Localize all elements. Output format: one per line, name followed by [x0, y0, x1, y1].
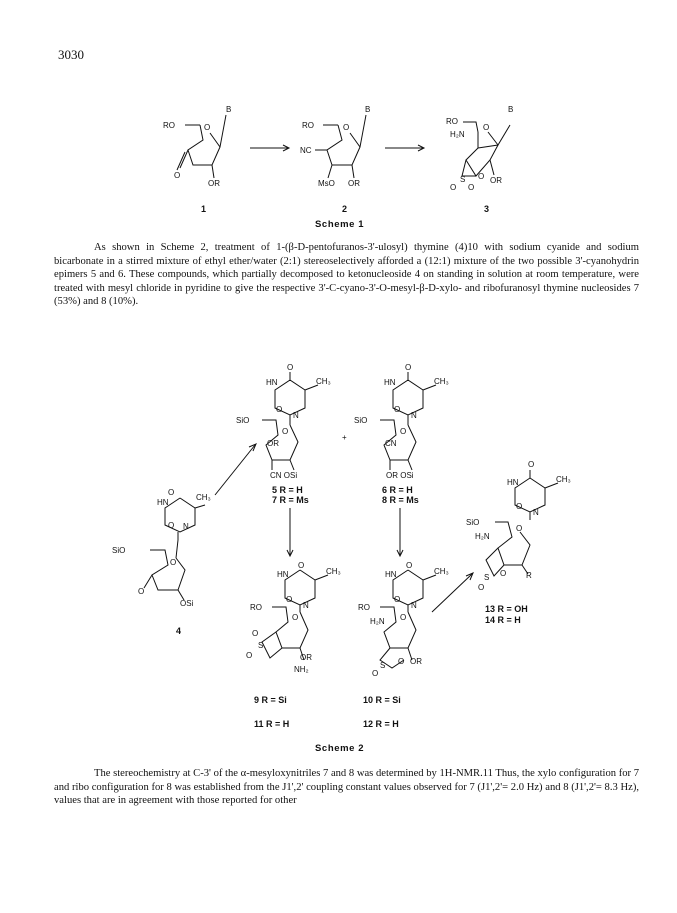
svg-text:S: S [484, 573, 490, 582]
compound-label-2: 2 [342, 204, 348, 214]
structure-2 [315, 115, 366, 178]
svg-text:RO: RO [358, 603, 370, 612]
svg-text:S: S [380, 661, 386, 670]
svg-text:OSi: OSi [180, 599, 194, 608]
svg-text:HN: HN [266, 378, 278, 387]
compound-label-13: 13 R = OH [485, 604, 528, 614]
compound-label-6: 6 R = H [382, 485, 413, 495]
svg-text:O: O [298, 561, 305, 570]
svg-text:O: O [394, 595, 401, 604]
svg-text:N: N [411, 411, 417, 420]
svg-text:RO: RO [163, 121, 175, 130]
svg-text:O: O [398, 657, 405, 666]
svg-text:N: N [303, 601, 309, 610]
compound-label-11: 11 R = H [254, 719, 290, 729]
svg-text:HN: HN [277, 570, 289, 579]
svg-text:CH₃: CH₃ [316, 377, 331, 386]
svg-text:CH₃: CH₃ [196, 493, 211, 502]
svg-text:O: O [400, 427, 407, 436]
svg-text:SiO: SiO [466, 518, 480, 527]
svg-text:O: O [500, 569, 507, 578]
paragraph-1 [54, 241, 639, 309]
svg-text:B: B [365, 105, 371, 114]
svg-text:S: S [258, 641, 264, 650]
svg-text:NH₂: NH₂ [294, 665, 309, 674]
svg-text:O: O [174, 171, 181, 180]
svg-text:+: + [342, 433, 347, 442]
compound-label-5: 5 R = H [272, 485, 303, 495]
svg-text:O: O [287, 363, 294, 372]
svg-text:OR: OR [267, 439, 279, 448]
svg-text:O: O [372, 669, 379, 678]
svg-text:N: N [183, 522, 189, 531]
svg-text:O: O [170, 558, 177, 567]
svg-text:MsO: MsO [318, 179, 335, 188]
svg-text:H₂N: H₂N [450, 130, 465, 139]
svg-text:OR: OR [348, 179, 360, 188]
svg-text:N: N [293, 411, 299, 420]
scheme-1-label: Scheme 1 [315, 219, 365, 230]
page-number: 3030 [58, 47, 84, 62]
svg-text:O: O [246, 651, 253, 660]
svg-text:O: O [528, 460, 535, 469]
compound-label-10: 10 R = Si [363, 695, 401, 705]
svg-text:O: O [394, 405, 401, 414]
svg-text:HN: HN [385, 570, 397, 579]
svg-text:SiO: SiO [354, 416, 368, 425]
svg-text:CN: CN [385, 439, 397, 448]
compound-label-12: 12 R = H [363, 719, 399, 729]
svg-text:CN OSi: CN OSi [270, 471, 298, 480]
svg-text:O: O [286, 595, 293, 604]
svg-text:HN: HN [157, 498, 169, 507]
svg-text:CH₃: CH₃ [326, 567, 341, 576]
svg-text:O: O [406, 561, 413, 570]
svg-text:O: O [483, 123, 490, 132]
paragraph-1-text: As shown in Scheme 2, treatment of 1-(β-D-pentofuranos-3'-ulosyl) thymine (4)10 with sodium cyanide and sodium bicarbonate in a stirred mixture of ethyl ether/water (2:1) stereoselectively afforded a (12:1) mixture of the two possible 3'-cyanohydrin epimers 5 and 6. These compounds, which partially decomposed to ketonucleoside 4 on standing in solution at room temperature, were treated with mesyl chloride in pyridine to give the respective 3'-C-cyano-3'-O-mesyl-β-D-xylo- and ribofuranosyl thymine nucleosides 7 (53%) and 8 (10%). [54, 242, 639, 308]
svg-text:B: B [226, 105, 232, 114]
structure-10-12 [380, 570, 436, 668]
svg-text:O: O [516, 502, 523, 511]
svg-text:O: O [168, 488, 175, 497]
svg-text:H₂N: H₂N [370, 617, 385, 626]
compound-label-1: 1 [201, 204, 207, 214]
svg-text:SiO: SiO [236, 416, 250, 425]
svg-text:O: O [204, 123, 211, 132]
compound-label-4: 4 [176, 626, 182, 636]
svg-text:O: O [343, 123, 350, 132]
svg-text:O: O [276, 405, 283, 414]
svg-text:B: B [508, 105, 514, 114]
svg-text:HN: HN [507, 478, 519, 487]
svg-text:O: O [478, 172, 485, 181]
paragraph-2 [54, 767, 639, 808]
svg-text:O: O [478, 583, 485, 592]
svg-text:R: R [526, 571, 532, 580]
svg-text:CH₃: CH₃ [434, 377, 449, 386]
svg-text:CH₃: CH₃ [434, 567, 449, 576]
paragraph-2-text: The stereochemistry at C-3' of the α-mesyloxynitriles 7 and 8 was determined by 1H-NMR.11 Thus, the xylo configuration for 7 and ribo configuration for 8 was established from the J1',2' coupling constant values observed for 7 (J1',2'= 2.0 Hz) and 8 (J1',2'= 8.3 Hz), values that are in agreement with those reported for other [54, 768, 639, 807]
compound-label-7: 7 R = Ms [272, 495, 309, 505]
svg-text:S: S [460, 175, 466, 184]
svg-text:O: O [516, 524, 523, 533]
svg-text:SiO: SiO [112, 546, 126, 555]
svg-text:OR: OR [208, 179, 220, 188]
svg-text:O: O [400, 613, 407, 622]
svg-text:OR OSi: OR OSi [386, 471, 414, 480]
svg-text:OR: OR [300, 653, 312, 662]
structure-1 [177, 115, 226, 178]
svg-text:CH₃: CH₃ [556, 475, 571, 484]
svg-text:O: O [468, 183, 475, 192]
svg-text:O: O [292, 613, 299, 622]
svg-text:HN: HN [384, 378, 396, 387]
svg-text:NC: NC [300, 146, 312, 155]
svg-text:O: O [252, 629, 259, 638]
compound-label-9: 9 R = Si [254, 695, 287, 705]
svg-text:O: O [405, 363, 412, 372]
svg-text:OR: OR [410, 657, 422, 666]
svg-text:RO: RO [250, 603, 262, 612]
svg-text:H₂N: H₂N [475, 532, 490, 541]
scheme-2-label: Scheme 2 [315, 743, 365, 754]
svg-text:O: O [168, 521, 175, 530]
svg-text:O: O [138, 587, 145, 596]
svg-text:O: O [450, 183, 457, 192]
svg-text:N: N [533, 508, 539, 517]
scheme-2-diagram [0, 345, 677, 755]
svg-text:RO: RO [302, 121, 314, 130]
structure-4 [144, 498, 205, 600]
svg-text:OR: OR [490, 176, 502, 185]
svg-text:N: N [411, 601, 417, 610]
compound-label-3: 3 [484, 204, 490, 214]
compound-label-8: 8 R = Ms [382, 495, 419, 505]
compound-label-14: 14 R = H [485, 615, 521, 625]
svg-text:O: O [282, 427, 289, 436]
structure-13-14 [486, 470, 558, 576]
svg-text:RO: RO [446, 117, 458, 126]
